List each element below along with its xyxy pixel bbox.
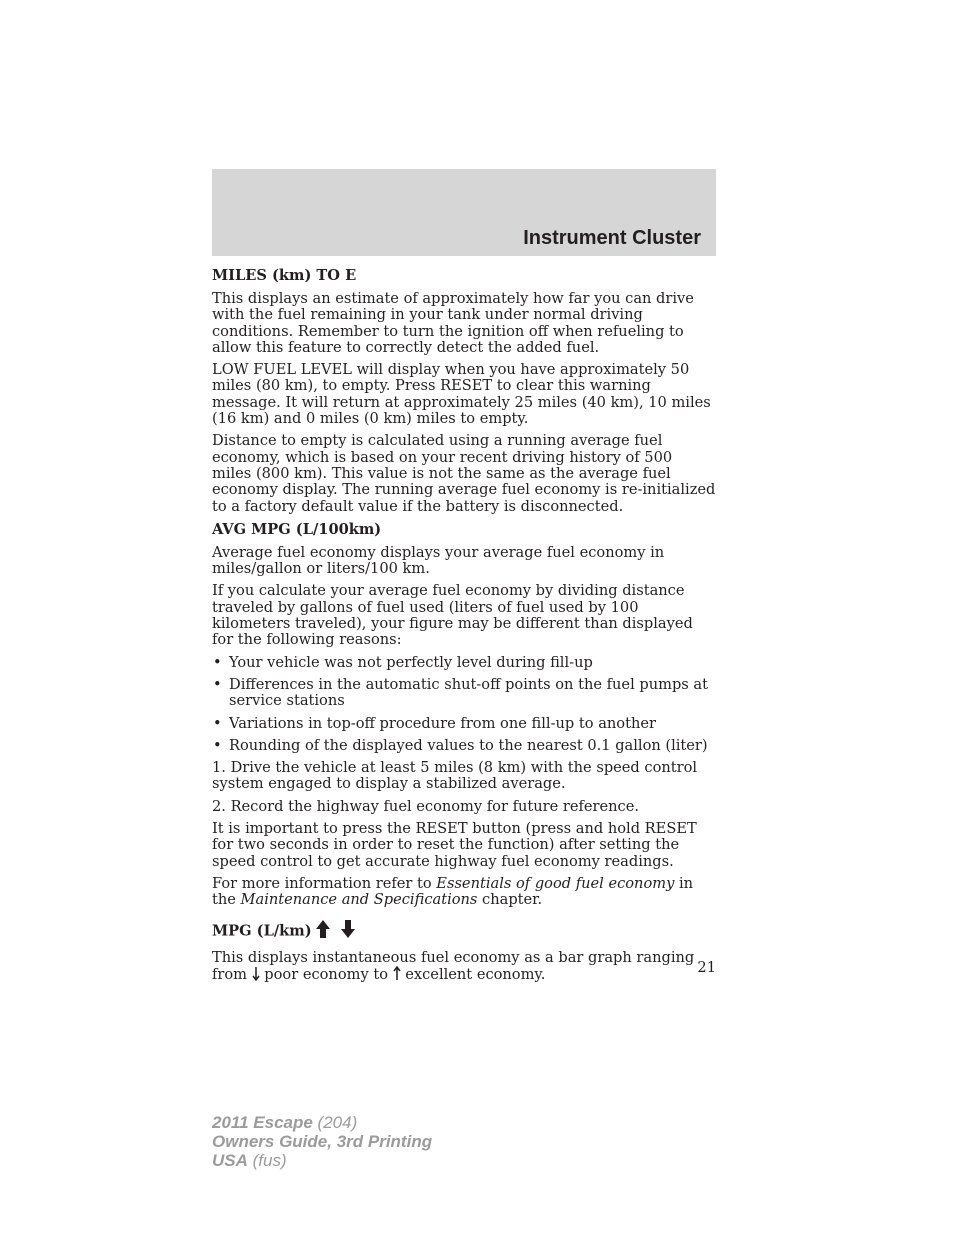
- footer-line-3: [212, 1151, 432, 1170]
- reference-text: in the: [212, 874, 694, 909]
- mpg-text: This displays instantaneous fuel economy as a bar graph ranging from: [212, 948, 695, 983]
- list-item-text: Differences in the automatic shut-off points on the fuel pumps at service stations: [229, 675, 708, 710]
- section-header-band: [212, 169, 716, 256]
- paragraph: If you calculate your average fuel economy by dividing distance traveled by gallons of fuel used (liters of fuel used by 100 kilometers traveled), your figure may be different than displayed for the following reasons:: [212, 582, 693, 649]
- heading-miles-to-e: MILES (km) TO E: [212, 267, 357, 284]
- footer-model-code: (204): [312, 1113, 358, 1132]
- mpg-text: excellent economy.: [400, 965, 546, 983]
- footer: [212, 1113, 432, 1170]
- list-item: [212, 716, 716, 732]
- bullet: •: [213, 736, 222, 754]
- paragraph: This displays an estimate of approximately how far you can drive with the fuel remaining in your tank under normal driving conditions. Remember to turn the ignition off when refueling to allow this feature to correctly detect the added fuel.: [212, 290, 694, 356]
- step-1: 1. Drive the vehicle at least 5 miles (8 km) with the speed control system engaged to display a stabilized average.: [212, 759, 698, 793]
- list-item-text: Variations in top-off procedure from one fill-up to another: [229, 714, 656, 732]
- page-content: [212, 267, 716, 991]
- section-title: Instrument Cluster: [523, 227, 701, 249]
- footer-region-code: (fus): [247, 1151, 287, 1170]
- paragraph: It is important to press the RESET button (press and hold RESET for two seconds in order to reset the function) after setting the speed control to get accurate highway fuel economy readings.: [212, 820, 697, 870]
- reference-text: chapter.: [477, 891, 543, 909]
- list-item: [212, 655, 716, 671]
- heading-avg-mpg: AVG MPG (L/100km): [212, 520, 382, 538]
- reference-paragraph: [212, 876, 716, 909]
- reference-text: For more information refer to: [212, 874, 437, 892]
- footer-line-2: Owners Guide, 3rd Printing: [212, 1132, 433, 1151]
- paragraph: Average fuel economy displays your average fuel economy in miles/gallon or liters/100 km.: [212, 543, 665, 578]
- footer-line-1: [212, 1113, 432, 1132]
- paragraph: [212, 950, 716, 986]
- list-item-text: Your vehicle was not perfectly level during fill-up: [229, 653, 593, 671]
- bullet: •: [213, 675, 222, 693]
- mpg-text: poor economy to: [259, 965, 393, 983]
- list-item: [212, 738, 716, 754]
- footer-region: USA: [212, 1151, 248, 1170]
- arrow-down-icon: [340, 919, 356, 944]
- list-item-text: Rounding of the displayed values to the nearest 0.1 gallon (liter): [229, 736, 708, 754]
- heading-mpg-label: MPG (L/km): [212, 922, 312, 939]
- footer-model: 2011 Escape: [212, 1113, 313, 1132]
- list-item: [212, 677, 716, 710]
- heading-mpg: [212, 919, 716, 944]
- reference-chapter: Maintenance and Specifications: [240, 891, 478, 909]
- bullet: •: [213, 653, 222, 671]
- reasons-list: [212, 655, 716, 754]
- arrow-down-icon: [252, 966, 260, 985]
- paragraph: LOW FUEL LEVEL will display when you have approximately 50 miles (80 km), to empty. Press RESET to clear this warning message. It will return at approximately 25 miles (40 km), 10 miles (16 km) and 0 miles (0 km) miles to empty.: [212, 361, 711, 428]
- step-2: 2. Record the highway fuel economy for future reference.: [212, 797, 640, 815]
- page-number: 21: [697, 959, 716, 976]
- bullet: •: [213, 714, 222, 732]
- reference-title: Essentials of good fuel economy: [436, 874, 675, 892]
- arrow-up-icon: [393, 966, 401, 985]
- paragraph: Distance to empty is calculated using a running average fuel economy, which is based on your recent driving history of 500 miles (800 km). This value is not the same as the average fuel economy display. The running average fuel economy is re-initialized to a factory default value if the battery is disconnected.: [212, 432, 716, 515]
- arrow-up-icon: [315, 919, 331, 944]
